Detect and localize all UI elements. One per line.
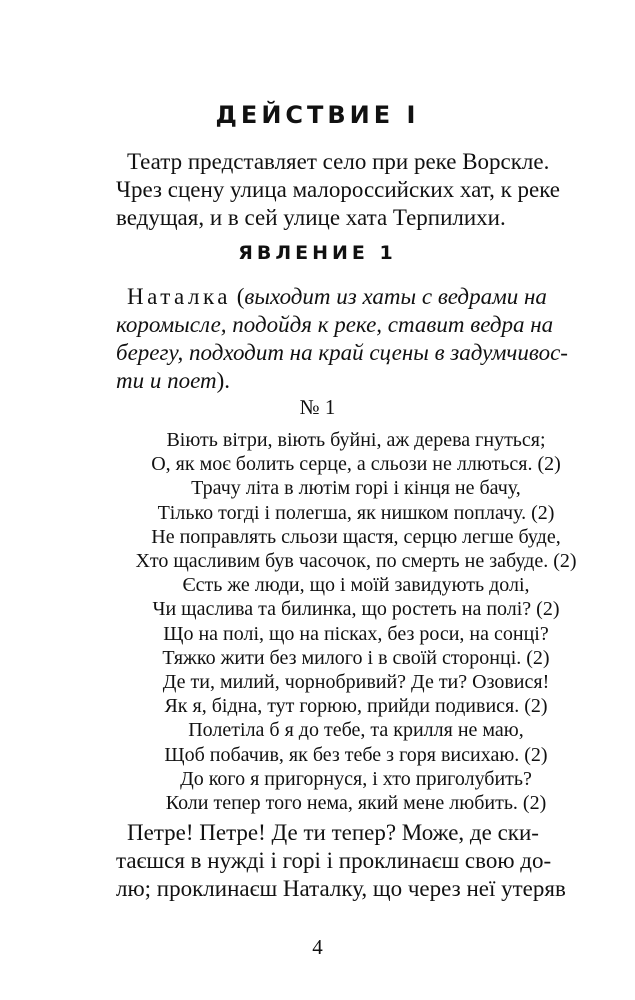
- song-line: Коли тепер того нема, який мене любить. (2): [165, 792, 547, 815]
- remark-line: [116, 367, 596, 395]
- stage-direction-line: Чрез сцену улица малороссийских хат, к реке: [116, 177, 561, 202]
- song-verses: [116, 428, 596, 815]
- song-line: О, як моє болить серце, а сльози не ллються. (2): [151, 453, 561, 476]
- song-line: Де ти, милий, чорнобривий? Де ти? Озовися!: [162, 671, 550, 694]
- song-line: Полетіла б я до тебе, та крилля не маю,: [188, 719, 524, 742]
- song-line: Чи щаслива та билинка, що ростеть на полі? (2): [152, 598, 560, 621]
- remark-text: ти и поет: [116, 368, 217, 393]
- remark-line: [116, 283, 596, 311]
- song-line: Як я, бідна, тут горюю, прийди подивися. (2): [164, 695, 548, 718]
- speaker-name: Наталка: [127, 284, 231, 309]
- page-number: 4: [312, 935, 323, 959]
- act-title: ДЕЙСТВИЕ I: [215, 101, 420, 129]
- song-line: Трачу літа в лютім горі і кінця не бачу,: [191, 477, 521, 500]
- monologue-line: лю; проклинаєш Наталку, що через неї утеряв: [116, 876, 566, 901]
- song-line: До кого я пригорнуся, і хто приголубить?: [180, 767, 532, 790]
- song-line: Тяжко жити без милого і в своїй сторонці. (2): [162, 646, 550, 669]
- remark-line: [116, 339, 596, 367]
- song-line: Тілько тогді і полегша, як нишком поплачу. (2): [157, 501, 555, 524]
- remark-line: [116, 311, 596, 339]
- stage-direction: [116, 148, 596, 232]
- song-number: № 1: [299, 395, 336, 419]
- monologue-line: Петре! Петре! Де ти тепер? Може, де ски-: [127, 820, 539, 845]
- song-line: Не поправлять сльози щастя, серцю легше буде,: [151, 525, 561, 548]
- remark-close: ).: [216, 368, 231, 393]
- stage-direction-line: Театр представляет село при реке Ворскле.: [127, 149, 550, 174]
- song-line: Що на полі, що на пісках, без роси, на сонці?: [163, 622, 549, 645]
- monologue: [116, 819, 596, 903]
- scene-title: ЯВЛЕНИЕ 1: [238, 242, 397, 264]
- song-line: Віють вітри, віють буйні, аж дерева гнуться;: [166, 429, 546, 451]
- stage-direction-line: ведущая, и в сей улице хата Терпилихи.: [116, 205, 506, 230]
- remark-text: выходит из хаты с ведрами на: [244, 284, 547, 309]
- stage-remark: [116, 283, 596, 395]
- song-line: Єсть же люди, що і моїй завидують долі,: [182, 574, 530, 597]
- song-line: Хто щасливим був часочок, по смерть не забуде. (2): [135, 550, 577, 573]
- monologue-line: таєшся в нужді і горі і проклинаєш свою до-: [116, 848, 552, 873]
- remark-text: берегу, подходит на край сцены в задумчивос-: [116, 340, 568, 365]
- remark-open-paren: (: [236, 284, 245, 309]
- song-line: Щоб побачив, як без тебе з горя висихаю. (2): [164, 743, 548, 766]
- remark-text: коромысле, подойдя к реке, ставит ведра на: [116, 312, 554, 337]
